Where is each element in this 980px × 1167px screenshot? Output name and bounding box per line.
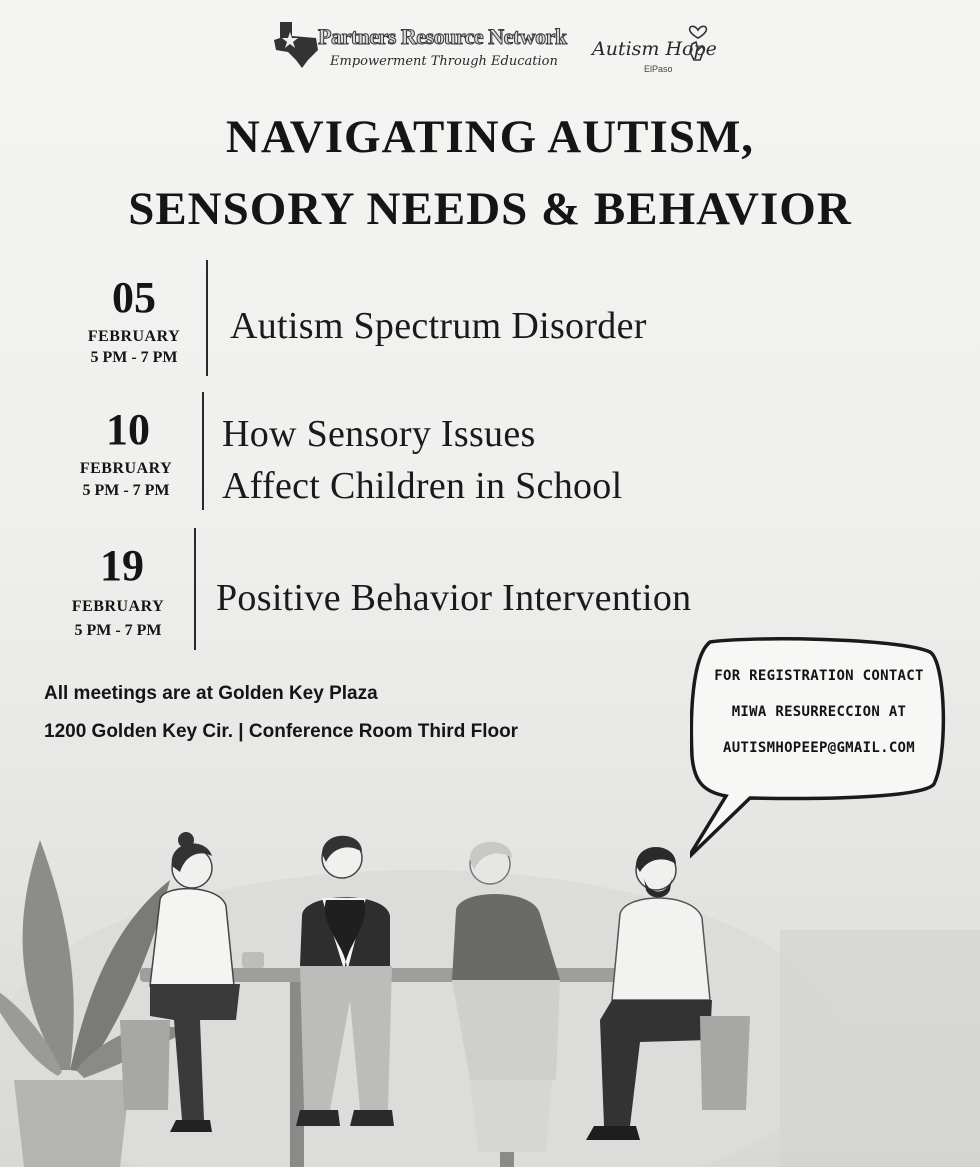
event-topic: Positive Behavior Intervention — [216, 577, 692, 619]
location-line-2: 1200 Golden Key Cir. | Conference Room Third Floor — [44, 721, 519, 742]
page-title-line-2: SENSORY NEEDS & BEHAVIOR — [128, 183, 852, 235]
page-title-line-1: NAVIGATING AUTISM, — [225, 111, 755, 163]
event-time: 5 PM - 7 PM — [82, 482, 170, 499]
event-time: 5 PM - 7 PM — [90, 349, 178, 366]
event-topic: Autism Spectrum Disorder — [230, 305, 647, 347]
logo-bar — [0, 18, 980, 78]
event-day: 05 — [112, 273, 156, 322]
event-month: FEBRUARY — [79, 460, 173, 477]
contact-line-1: FOR REGISTRATION CONTACT — [714, 668, 924, 684]
partners-resource-network-logo — [272, 18, 572, 76]
autism-hope-subtitle: ElPaso — [644, 64, 673, 74]
event-divider — [202, 392, 204, 510]
location-line-1: All meetings are at Golden Key Plaza — [44, 683, 378, 704]
event-time: 5 PM - 7 PM — [74, 622, 162, 639]
autism-hope-logo — [586, 18, 726, 78]
event-topic-line-1: How Sensory Issues — [222, 413, 536, 455]
event-divider — [194, 528, 196, 650]
event-day: 19 — [100, 541, 144, 590]
contact-line-2: MIWA RESURRECCION AT — [731, 704, 907, 720]
event-divider — [206, 260, 208, 376]
prn-name: Partners Resource Network — [318, 24, 567, 49]
contact-email: AUTISMHOPEEP@GMAIL.COM — [722, 740, 916, 756]
event-month: FEBRUARY — [87, 328, 181, 345]
event-topic-line-2: Affect Children in School — [222, 465, 623, 507]
autism-hope-name: Autism Hope — [592, 38, 717, 60]
heart-hand-icon — [684, 20, 712, 64]
prn-tagline: Empowerment Through Education — [330, 54, 558, 69]
people-at-table-illustration — [0, 780, 980, 1167]
event-day: 10 — [106, 405, 150, 454]
event-month: FEBRUARY — [71, 598, 165, 615]
